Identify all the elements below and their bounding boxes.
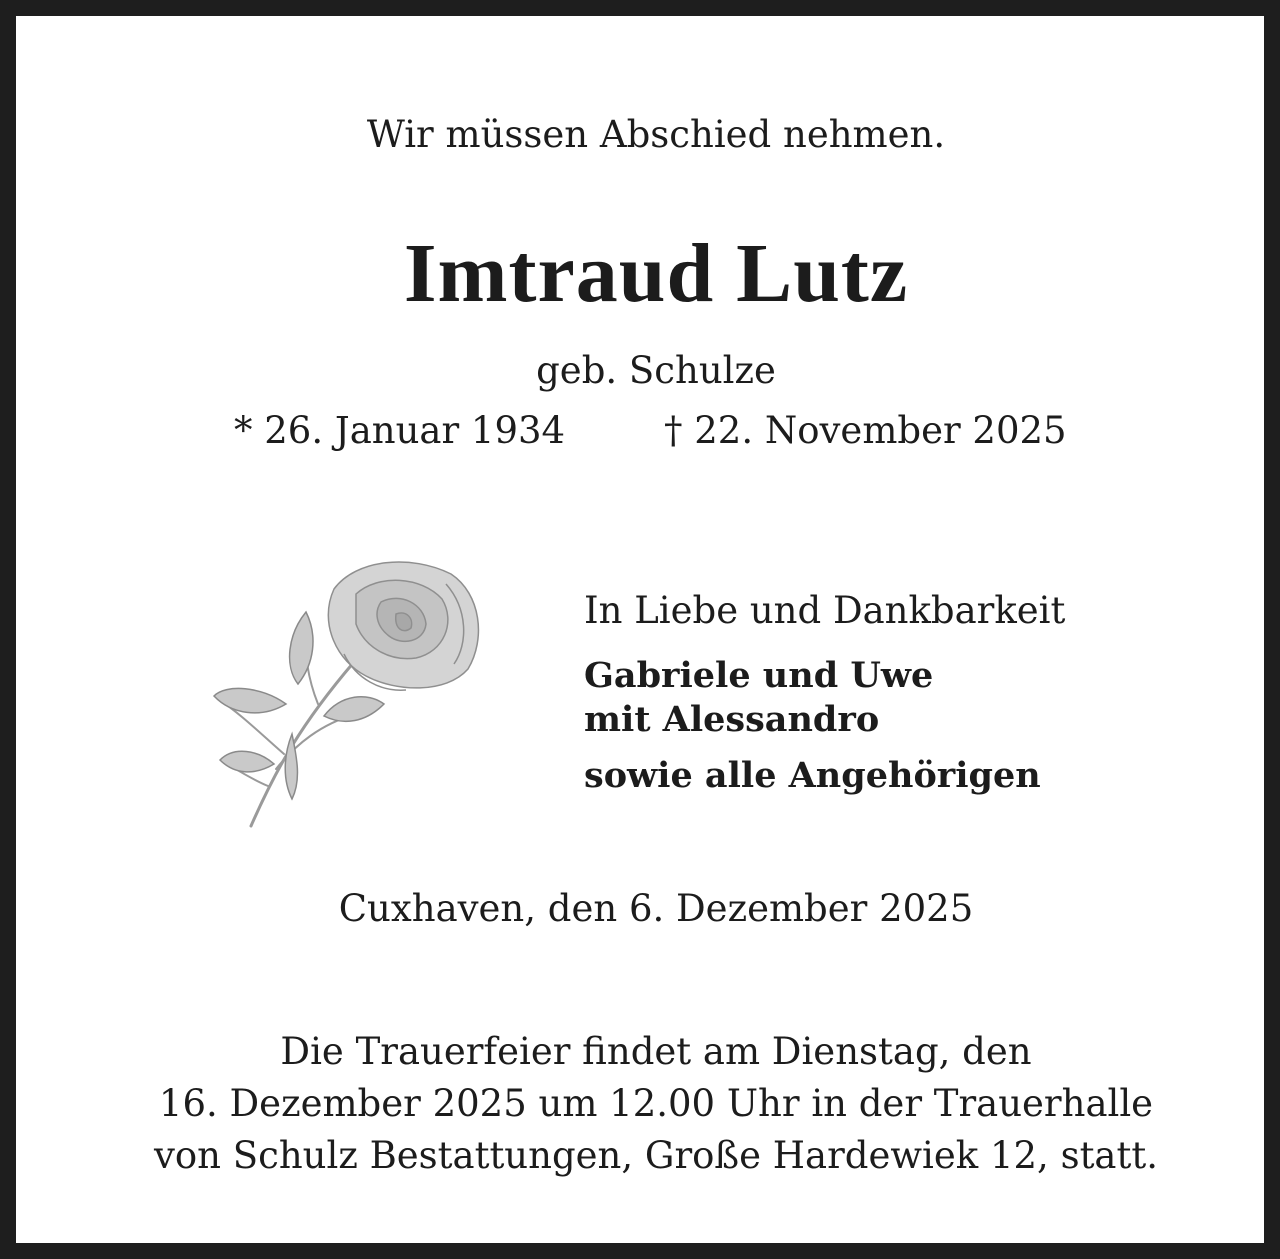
mourner-line-2: mit Alessandro <box>584 699 880 740</box>
intro-text: Wir müssen Abschied nehmen. <box>366 113 946 156</box>
place-date: Cuxhaven, den 6. Dezember 2025 <box>338 887 974 930</box>
death-date: † 22. November 2025 <box>664 409 1067 452</box>
ceremony-info <box>16 1026 1280 1182</box>
mourner-line-3: sowie alle Angehörigen <box>584 755 1041 796</box>
birth-name: geb. Schulze <box>536 349 776 392</box>
rose-icon <box>206 554 491 834</box>
deceased-name: Imtraud Lutz <box>403 227 909 320</box>
birth-date: * 26. Januar 1934 <box>234 409 566 452</box>
ceremony-line-1: Die Trauerfeier findet am Dienstag, den <box>280 1030 1032 1073</box>
mourners-block <box>584 588 1065 798</box>
ceremony-line-3: von Schulz Bestattungen, Große Hardewiek 12, statt. <box>153 1134 1158 1177</box>
ceremony-line-2: 16. Dezember 2025 um 12.00 Uhr in der Trauerhalle <box>158 1082 1154 1125</box>
thanks-line: In Liebe und Dankbarkeit <box>584 589 1066 632</box>
mourner-line-1: Gabriele und Uwe <box>584 655 934 696</box>
